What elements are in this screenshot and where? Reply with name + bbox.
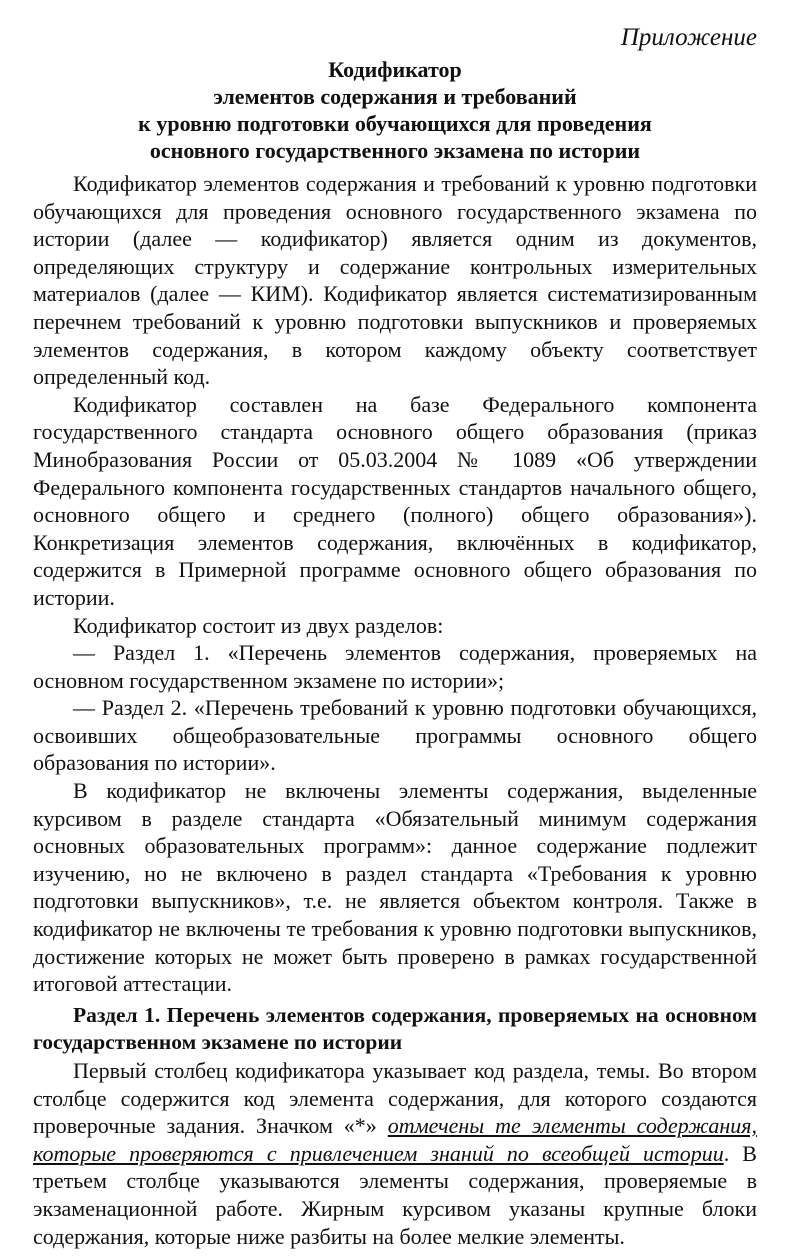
list-item-section-2: — Раздел 2. «Перечень требований к уровню подготовки обучающихся, освоивших общеобразовательные программы основного общего образования по истории». bbox=[33, 695, 757, 776]
paragraph-sections: Кодификатор состоит из двух разделов: bbox=[73, 612, 444, 638]
section-1-text-after: . В третьем столбце указываются элементы содержания, проверяемые в экзаменационной работе. Жирным курсивом указаны крупные блоки содержания, которые ниже разбиты на более мелкие элементы. bbox=[33, 1140, 757, 1249]
paragraph-basis: Кодификатор составлен на базе Федерального компонента государственного стандарта основного общего образования (приказ Минобразования России от 05.03.2004 № 1089 «Об утверждении Федерального компонента государственных стандартов начального общего, основного общего и среднего (полного) общего образования»). Конкретизация элементов содержания, включённых в кодификатор, содержится в Примерной программе основного общего образования по истории. bbox=[33, 391, 757, 610]
title-line: Кодификатор bbox=[328, 57, 462, 82]
list-item-section-1: — Раздел 1. «Перечень элементов содержания, проверяемых на основном государственном экзамене по истории»; bbox=[33, 640, 757, 693]
title-line: к уровню подготовки обучающихся для проведения bbox=[138, 111, 652, 136]
title-line: элементов содержания и требований bbox=[213, 84, 577, 109]
section-1-text-before: Первый столбец кодификатора указывает код раздела, темы. Во втором столбце содержится код элемента содержания, для которого создаются проверочные задания. Значком «*» bbox=[33, 1058, 757, 1139]
paragraph-intro: Кодификатор элементов содержания и требований к уровню подготовки обучающихся для проведения основного государственного экзамена по истории (далее — кодификатор) является одним из документов, определяющих структуру и содержание контрольных измерительных материалов (далее — КИМ). Кодификатор является систематизированным перечнем требований к уровню подготовки выпускников и проверяемых элементов содержания, в котором каждому объекту соответствует определенный код. bbox=[33, 171, 757, 390]
appendix-label: Приложение bbox=[620, 24, 757, 51]
section-1-heading: Раздел 1. Перечень элементов содержания, проверяемых на основном государственном экзамене по истории bbox=[33, 1002, 757, 1055]
document-title bbox=[33, 56, 757, 164]
section-1-paragraph bbox=[33, 1057, 757, 1250]
paragraph-exclusions: В кодификатор не включены элементы содержания, выделенные курсивом в разделе стандарта «Обязательный минимум содержания основных образовательных программ»: данное содержание подлежит изучению, но не включено в раздел стандарта «Требования к уровню подготовки выпускников», т.е. не является объектом контроля. Также в кодификатор не включены те требования к уровню подготовки выпускников, достижение которых не может быть проверено в рамках государственной итоговой аттестации. bbox=[33, 778, 757, 997]
document-page bbox=[33, 22, 757, 1250]
title-line: основного государственного экзамена по истории bbox=[149, 138, 641, 163]
section-1-underlined-text: отмечены те элементы содержания, которые проверяются с привлечением знаний по всеобщей истории bbox=[33, 1113, 757, 1166]
